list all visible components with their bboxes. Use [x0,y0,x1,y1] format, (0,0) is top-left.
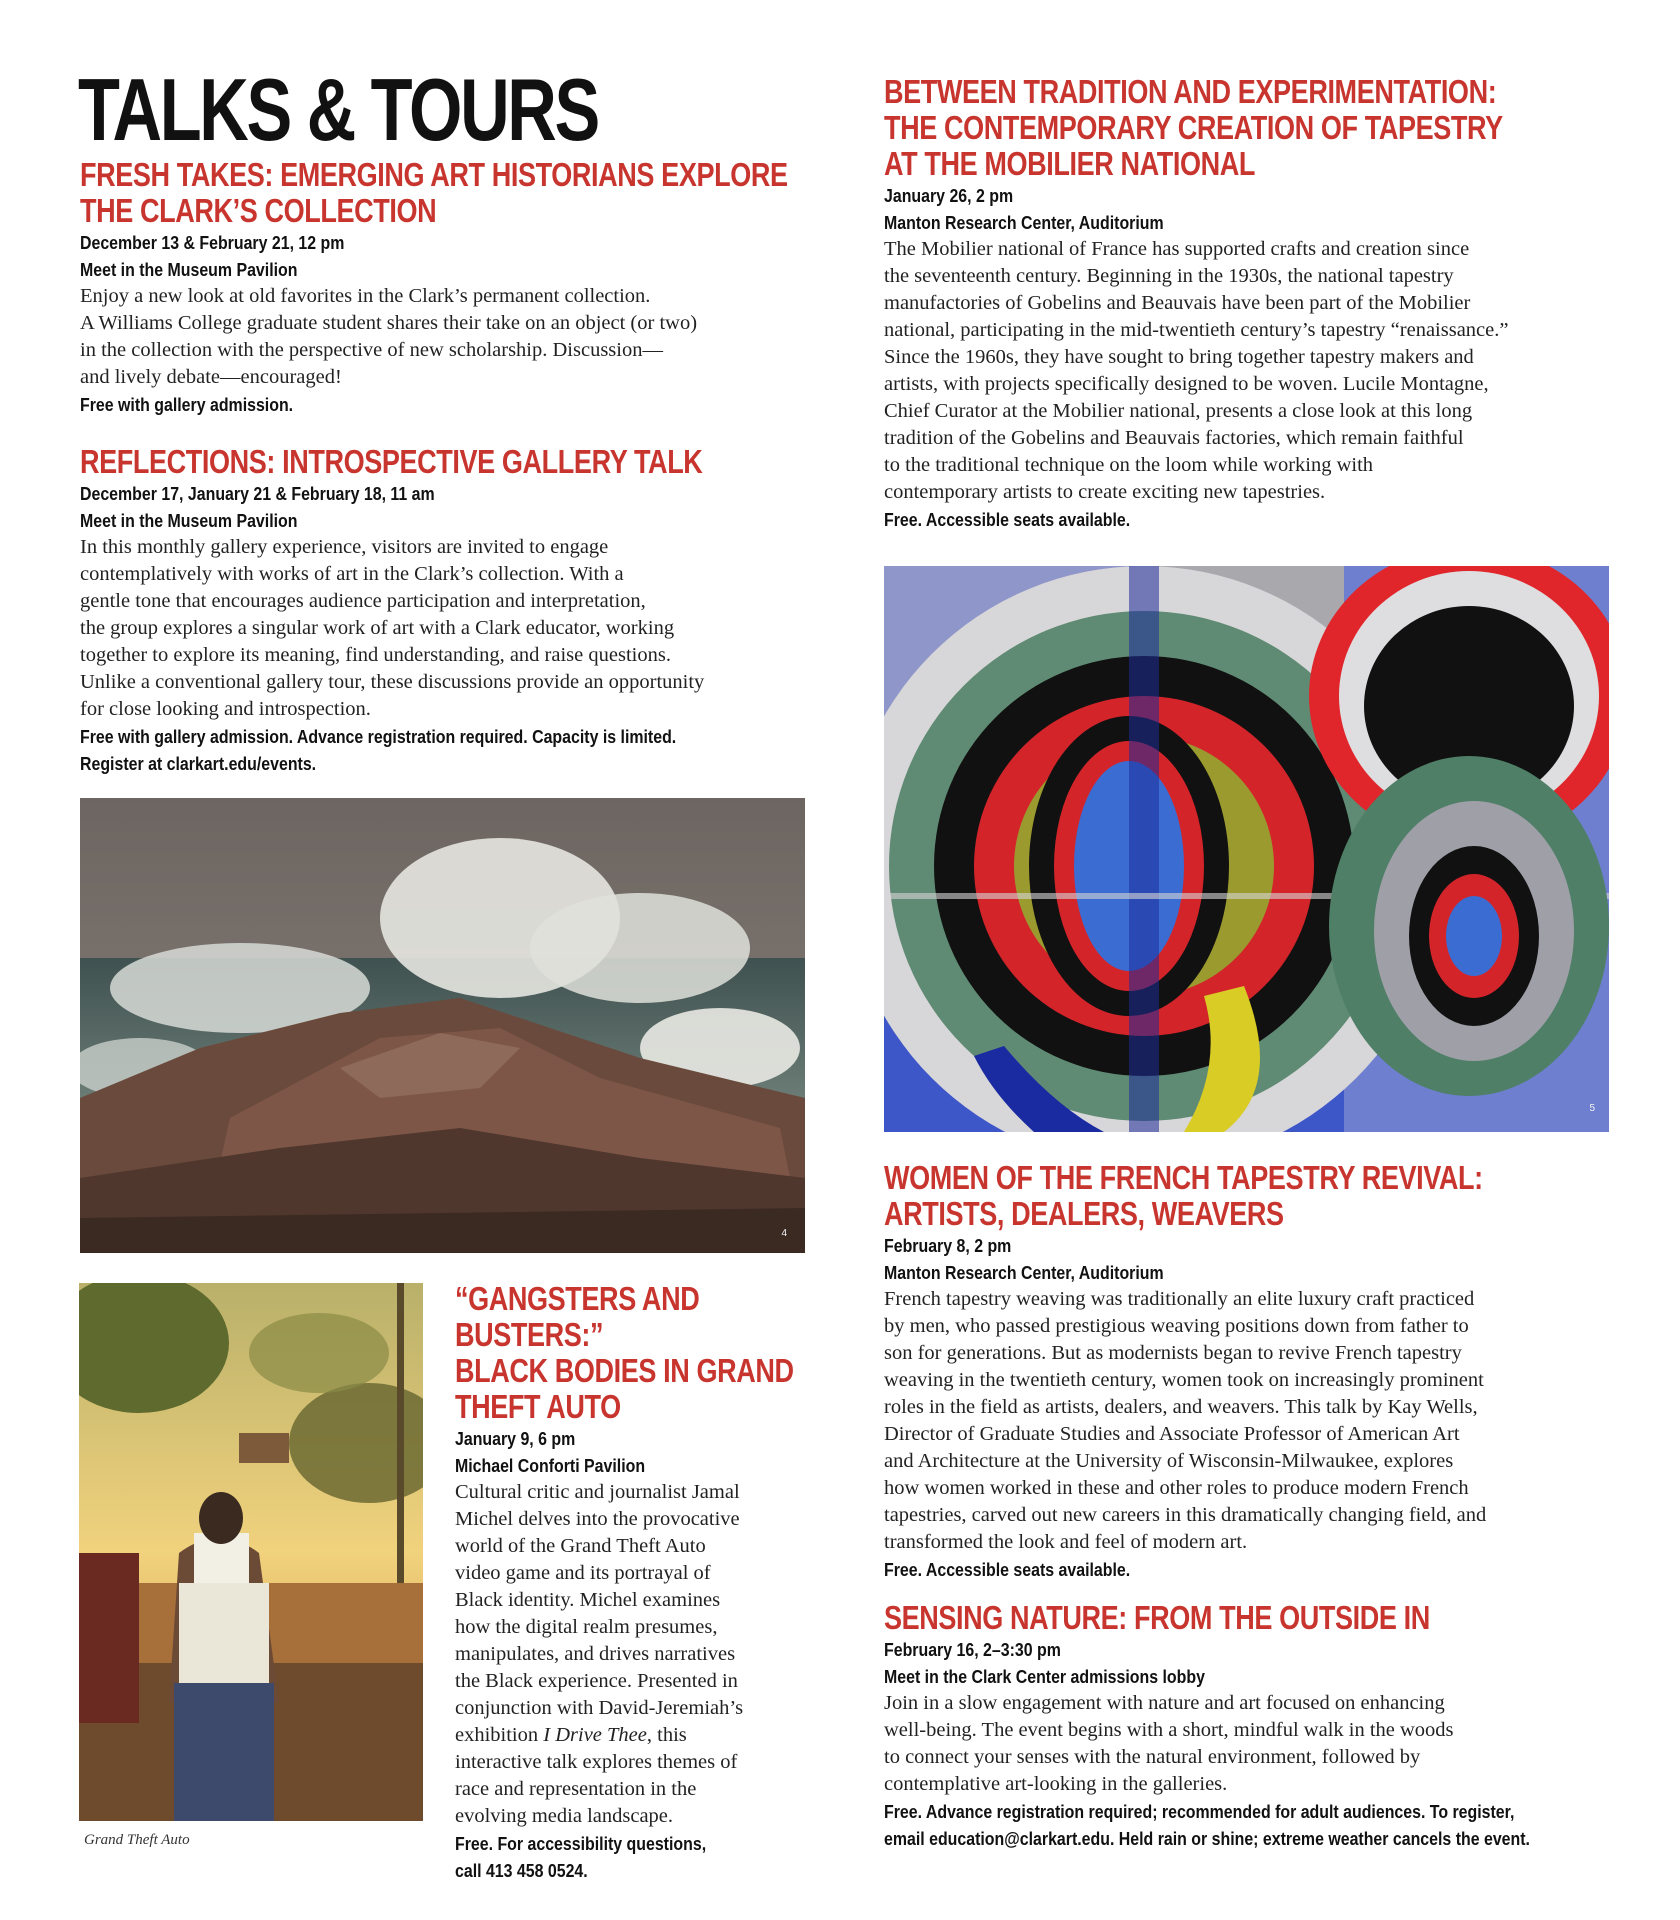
event-title: WOMEN OF THE FRENCH TAPESTRY REVIVAL: ARTISTS, DEALERS, WEAVERS [884,1159,1483,1232]
event-note: Free. For accessibility questions, call 413 458 0524. [455,1833,707,1881]
tapestry-image [884,566,1609,1132]
event-note: Free. Advance registration required; recommended for adult audiences. To register, email education@clarkart.edu. Held rain or shine; extreme weather cancels the event. [884,1801,1530,1849]
event-date: January 9, 6 pm [455,1428,576,1449]
grand-theft-auto-image [79,1283,423,1821]
event-title: BETWEEN TRADITION AND EXPERIMENTATION: THE CONTEMPORARY CREATION OF TAPESTRY AT THE MOBILIER NATIONAL [884,73,1503,182]
event-title: FRESH TAKES: EMERGING ART HISTORIANS EXPLORE THE CLARK’S COLLECTION [80,156,788,229]
event-description: Join in a slow engagement with nature and art focused on enhancing well-being. The event begins with a short, mindful walk in the woods to connect your senses with the natural environment, followed by contemplative art-looking in the galleries. [884,1692,1454,1795]
event-between-tradition [884,74,1624,533]
event-date: February 8, 2 pm [884,1235,1012,1256]
event-reflections [80,444,840,777]
event-location: Meet in the Clark Center admissions lobby [884,1666,1205,1687]
event-description: French tapestry weaving was traditionally an elite luxury craft practiced by men, who passed prestigious weaving positions down from father to son for generations. But as modernists began to revive French tapestry weaving in the twentieth century, women took on increasingly prominent roles in the field as artists, dealers, and weavers. This talk by Kay Wells, Director of Graduate Studies and Associate Professor of American Art and Architecture at the University of Wisconsin-Milwaukee, explores how women worked in these and other roles to produce modern French tapestries, carved out new careers in this dramatically changing field, and transformed the look and feel of modern art. [884,1288,1487,1553]
event-note: Free with gallery admission. Advance registration required. Capacity is limited. Register at clarkart.edu/events. [80,726,677,774]
seascape-illustration [80,798,805,1253]
event-title: “GANGSTERS AND BUSTERS:” BLACK BODIES IN GRAND THEFT AUTO [455,1280,794,1425]
seascape-painting-image [80,798,805,1253]
event-description: The Mobilier national of France has supported crafts and creation since the seventeenth century. Beginning in the 1930s, the national tapestry manufactories of Gobelins and Beauvais have been part of the Mobilier national, participating in the mid-twentieth century’s tapestry “renaissance.” Since the 1960s, they have sought to bring together tapestry makers and artists, with projects specifically designed to be woven. Lucile Montagne, Chief Curator at the Mobilier national, presents a close look at this long tradition of the Gobelins and Beauvais factories, which remain faithful to the traditional technique on the loom while working with contemporary artists to create exciting new tapestries. [884,238,1509,503]
figure-number: 5 [1589,1103,1595,1114]
event-sensing-nature [884,1600,1624,1852]
event-note: Free. Accessible seats available. [884,1559,1131,1580]
event-location: Meet in the Museum Pavilion [80,259,298,280]
event-title: SENSING NATURE: FROM THE OUTSIDE IN [884,1599,1430,1636]
event-fresh-takes [80,157,810,418]
event-description: Enjoy a new look at old favorites in the Clark’s permanent collection. A Williams College graduate student shares their take on an object (or two) in the collection with the perspective of new scholarship. Discussion— and lively debate—encouraged! [80,285,698,388]
event-note: Free. Accessible seats available. [884,509,1131,530]
description-part: Cultural critic and journalist Jamal Michel delves into the provocative world of the Grand Theft Auto video game and its portrayal of Black identity. Michel examines how the digital realm presumes, manipulates, and drives narratives the Black experience. Presented in conjunction with David-Jeremiah’s exhibition [455,1481,744,1746]
event-date: December 13 & February 21, 12 pm [80,232,345,253]
event-date: January 26, 2 pm [884,185,1014,206]
event-location: Michael Conforti Pavilion [455,1455,646,1476]
event-location: Meet in the Museum Pavilion [80,510,298,531]
tapestry-illustration [884,566,1609,1132]
event-location: Manton Research Center, Auditorium [884,212,1164,233]
page-title: TALKS & TOURS [78,60,598,159]
event-gangsters-and-busters [455,1281,815,1884]
event-women-of-tapestry-revival [884,1160,1624,1583]
event-note: Free with gallery admission. [80,394,294,415]
description-part: , this interactive talk explores themes of race and representation in the evolving media landscape. [455,1724,738,1827]
exhibition-title: I Drive Thee [543,1724,647,1746]
event-date: December 17, January 21 & February 18, 11 am [80,483,435,504]
gta-caption: Grand Theft Auto [84,1832,190,1848]
event-title: REFLECTIONS: INTROSPECTIVE GALLERY TALK [80,443,703,480]
event-location: Manton Research Center, Auditorium [884,1262,1164,1283]
event-description [455,1479,815,1830]
figure-number: 4 [781,1228,787,1239]
event-description: In this monthly gallery experience, visitors are invited to engage contemplatively with works of art in the Clark’s collection. With a gentle tone that encourages audience participation and interpretation, the group explores a singular work of art with a Clark educator, working together to explore its meaning, find understanding, and raise questions. Unlike a conventional gallery tour, these discussions provide an opportunity for close looking and introspection. [80,536,705,720]
event-date: February 16, 2–3:30 pm [884,1639,1061,1660]
gta-illustration [79,1283,423,1821]
